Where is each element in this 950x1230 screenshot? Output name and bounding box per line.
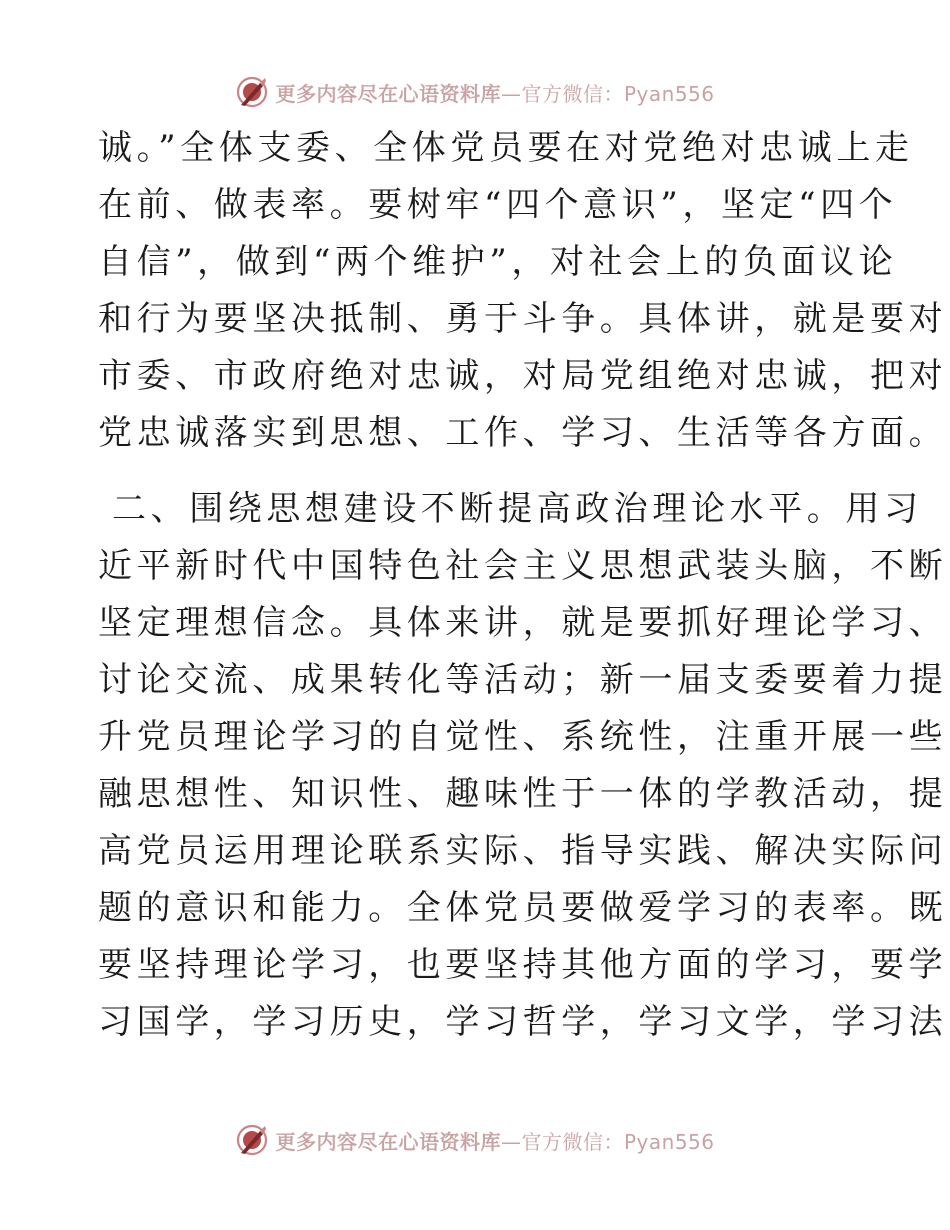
text-line: 市委、市政府绝对忠诚，对局党组绝对忠诚，把对 <box>98 356 948 396</box>
watermark-wechat-label: 官方微信： <box>521 1129 624 1154</box>
text-line: 题的意识和能力。全体党员要做爱学习的表率。既 <box>98 888 948 928</box>
watermark-wechat-id: Pyan556 <box>623 81 715 106</box>
text-line: 近平新时代中国特色社会主义思想武装头脑，不断 <box>98 546 948 586</box>
text-line: 党忠诚落实到思想、工作、学习、生活等各方面。 <box>98 413 948 453</box>
watermark-site: 更多内容尽在心语资料库 <box>275 1129 501 1154</box>
footer-watermark <box>0 1120 950 1160</box>
quill-pen-seal-icon <box>235 75 269 109</box>
watermark-site: 更多内容尽在心语资料库 <box>275 81 501 106</box>
watermark-text <box>275 1126 714 1155</box>
text-line: 自信”，做到“两个维护”，对社会上的负面议论 <box>98 242 898 282</box>
paragraph-1 <box>98 120 948 462</box>
text-line: 在前、做表率。要树牢“四个意识”，坚定“四个 <box>98 185 898 225</box>
header-watermark <box>0 72 950 112</box>
text-line: 要坚持理论学习，也要坚持其他方面的学习，要学 <box>98 945 948 985</box>
text-line: 坚定理想信念。具体来讲，就是要抓好理论学习、 <box>98 603 948 643</box>
watermark-separator: — <box>500 81 522 106</box>
text-line: 习国学，学习历史，学习哲学，学习文学，学习法 <box>98 1002 948 1042</box>
paragraph-2 <box>98 481 948 1051</box>
watermark-separator: — <box>500 1129 522 1154</box>
watermark-wechat-label: 官方微信： <box>521 81 624 106</box>
section-heading-line: 二、围绕思想建设不断提高政治理论水平。用习 <box>112 489 923 529</box>
text-line: 融思想性、知识性、趣味性于一体的学教活动，提 <box>98 774 948 814</box>
text-line: 高党员运用理论联系实际、指导实践、解决实际问 <box>98 831 948 871</box>
paragraph-gap <box>98 462 858 481</box>
text-line: 诚。”全体支委、全体党员要在对党绝对忠诚上走 <box>98 128 914 168</box>
text-line: 讨论交流、成果转化等活动；新一届支委要着力提 <box>98 660 948 700</box>
text-line: 升党员理论学习的自觉性、系统性，注重开展一些 <box>98 717 948 757</box>
quill-pen-seal-icon <box>235 1123 269 1157</box>
watermark-text <box>275 78 714 107</box>
body-text <box>98 120 948 1051</box>
text-line: 和行为要坚决抵制、勇于斗争。具体讲，就是要对 <box>98 299 948 339</box>
watermark-wechat-id: Pyan556 <box>623 1129 715 1154</box>
